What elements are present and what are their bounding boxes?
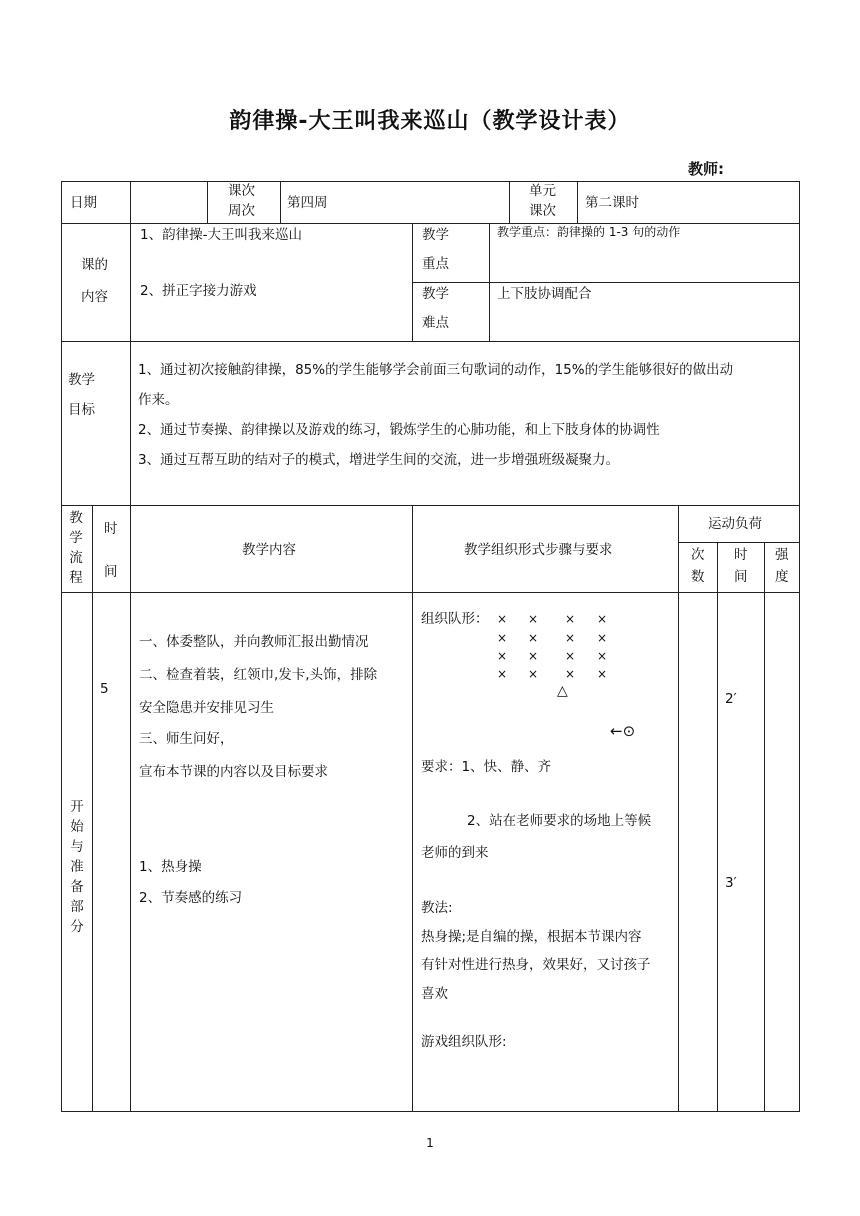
content-line: 安全隐患并安排见习生 [139,700,274,716]
count-label-2: 数 [691,569,705,585]
page-number: 1 [426,1136,434,1150]
time-value-b: 3′ [725,875,737,891]
arrow-icon: ←⊙ [610,722,636,740]
row-divider [61,341,800,342]
student-mark: × [528,612,539,626]
row-divider [678,542,800,543]
student-mark: × [497,649,508,663]
time-label-2: 间 [104,564,118,580]
activity-line: 1、热身操 [139,859,202,875]
stage-char: 开 [70,799,84,815]
student-mark: × [497,612,508,626]
student-mark: × [565,667,576,681]
key-value: 教学重点：韵律操的 1-3 句的动作 [497,225,681,239]
student-mark: × [497,667,508,681]
difficulty-label-2: 难点 [422,315,449,331]
row-divider [61,505,800,506]
stage-char: 与 [70,839,84,855]
goals-label-2: 目标 [68,402,95,418]
stage-char: 备 [70,879,84,895]
requirement-1: 要求：1、快、静、齐 [421,759,552,775]
method-line: 有针对性进行热身，效果好，又讨孩子 [421,957,651,973]
student-mark: × [497,631,508,645]
method-line: 喜欢 [421,986,448,1002]
time2-label-2: 间 [734,569,748,585]
content-line: 宣布本节课的内容以及目标要求 [139,764,328,780]
requirement-2-line-2: 老师的到来 [421,845,489,861]
stage-label [67,797,87,937]
content-header: 教学内容 [242,542,296,558]
student-mark: × [597,667,608,681]
student-mark: × [528,667,539,681]
content-line: 三、师生问好， [139,731,234,747]
difficulty-label-1: 教学 [422,286,449,302]
requirement-2-line-1: 2、站在老师要求的场地上等候 [467,813,652,829]
formation-label: 组织队形： [421,611,489,627]
content-line: 一、体委整队，并向教师汇报出勤情况 [139,634,369,650]
count-label-1: 次 [691,547,705,563]
section-time: 5 [100,681,109,697]
col-divider [489,223,490,341]
col-divider [717,542,718,1112]
unit-value: 第二课时 [585,195,639,211]
col-divider [280,181,281,223]
activity-line: 2、节奏感的练习 [139,890,243,906]
goals-label-1: 教学 [68,372,95,388]
student-mark: × [597,631,608,645]
row-divider [61,592,800,593]
game-formation-label: 游戏组织队形: [421,1034,507,1050]
process-label [66,508,88,588]
date-label: 日期 [70,195,97,211]
week-value: 第四周 [287,195,328,211]
student-mark: × [597,612,608,626]
content-line: 二、检查着装，红领巾,发卡,头饰，排除 [139,667,378,683]
page-title: 韵律操-大王叫我来巡山（教学设计表） [229,109,631,134]
col-divider [207,181,208,223]
time-label-1: 时 [104,521,118,537]
formation-grid [494,612,614,682]
content-label-1: 课的 [81,257,108,273]
time-value-a: 2′ [725,691,737,707]
goal-1-line-2: 作来。 [138,392,179,408]
load-header: 运动负荷 [708,516,762,532]
col-divider [130,181,131,223]
teacher-triangle-icon: △ [557,683,568,699]
col-divider [678,505,679,1112]
difficulty-value: 上下肢协调配合 [497,286,592,302]
unit-label-1: 单元 [529,183,556,199]
col-divider [412,223,413,341]
stage-char: 准 [70,859,84,875]
unit-label-2: 课次 [529,203,556,219]
content-label-2: 内容 [81,289,108,305]
stage-char: 始 [70,819,84,835]
col-divider [764,542,765,1112]
student-mark: × [528,649,539,663]
method-line: 热身操;是自编的操，根据本节课内容 [421,929,642,945]
key-label-1: 教学 [422,227,449,243]
col-divider [130,505,131,1112]
process-char: 学 [69,530,83,546]
key-label-2: 重点 [422,256,449,272]
lesson-label-2: 周次 [228,203,255,219]
row-divider [412,282,800,283]
time2-label-1: 时 [734,547,748,563]
intensity-label-1: 强 [775,547,789,563]
student-mark: × [565,612,576,626]
col-divider [412,505,413,1112]
student-mark: × [565,649,576,663]
stage-char: 分 [70,919,84,935]
col-divider [130,223,131,505]
process-char: 程 [69,570,83,586]
intensity-label-2: 度 [775,569,789,585]
organization-header: 教学组织形式步骤与要求 [464,542,613,558]
col-divider [92,505,93,1112]
teacher-label: 教师: [688,160,724,178]
goal-1-line-1: 1、通过初次接触韵律操，85%的学生能够学会前面三句歌词的动作，15%的学生能够很好的做出动 [138,362,734,378]
method-label: 教法: [421,900,453,916]
goal-2: 2、通过节奏操、韵律操以及游戏的练习，锻炼学生的心肺功能，和上下肢身体的协调性 [138,422,660,438]
student-mark: × [528,631,539,645]
stage-char: 部 [70,899,84,915]
student-mark: × [597,649,608,663]
goal-3: 3、通过互帮互助的结对子的模式，增进学生间的交流，进一步增强班级凝聚力。 [138,452,620,468]
process-char: 教 [69,510,83,526]
content-item-1: 1、韵律操-大王叫我来巡山 [140,227,302,243]
content-item-2: 2、拼正字接力游戏 [140,283,257,299]
student-mark: × [565,631,576,645]
lesson-label-1: 课次 [228,183,255,199]
process-char: 流 [69,550,83,566]
